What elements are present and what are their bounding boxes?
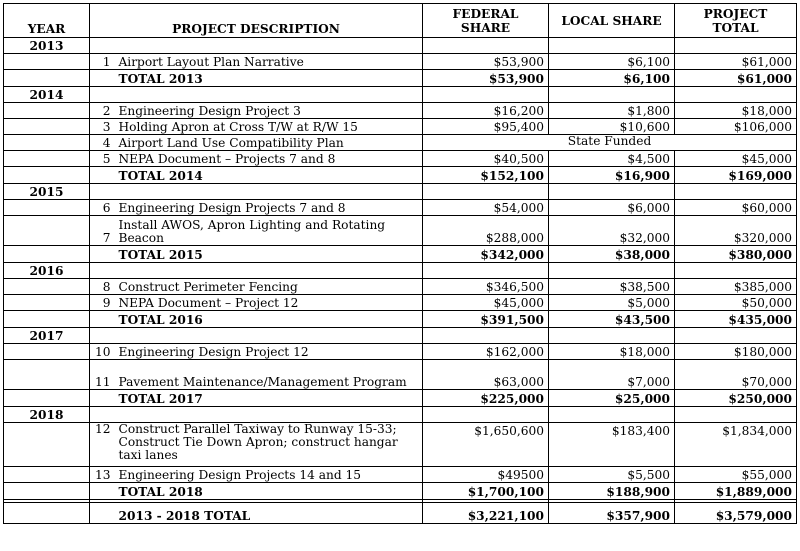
project-description: Airport Layout Plan Narrative: [115, 54, 423, 70]
project-description: Engineering Design Projects 14 and 15: [115, 467, 423, 483]
project-total: $1,834,000: [675, 423, 797, 467]
total-project: $1,889,000: [675, 483, 797, 500]
project-description: Engineering Design Project 12: [115, 344, 423, 360]
project-number: 9: [90, 295, 115, 311]
total-row-2014: [4, 167, 797, 184]
project-total: $18,000: [675, 103, 797, 119]
federal-share: $54,000: [423, 200, 549, 216]
project-number: 4: [90, 135, 115, 151]
local-share: $18,000: [549, 344, 675, 360]
year-label: 2016: [4, 263, 90, 279]
project-total: $385,000: [675, 279, 797, 295]
project-number: 2: [90, 103, 115, 119]
federal-share: $162,000: [423, 344, 549, 360]
project-description: Construct Perimeter Fencing: [115, 279, 423, 295]
project-number: 1: [90, 54, 115, 70]
federal-share: $49500: [423, 467, 549, 483]
total-federal: $342,000: [423, 246, 549, 263]
local-share: $1,800: [549, 103, 675, 119]
federal-share: $53,900: [423, 54, 549, 70]
total-label: TOTAL 2016: [115, 311, 423, 328]
project-row: [4, 423, 797, 467]
total-label: TOTAL 2014: [115, 167, 423, 184]
total-label: TOTAL 2013: [115, 70, 423, 87]
project-row: [4, 151, 797, 167]
total-federal: $53,900: [423, 70, 549, 87]
grand-total-local: $357,900: [549, 503, 675, 524]
year-label: 2014: [4, 87, 90, 103]
local-share: $32,000: [549, 216, 675, 246]
project-row: [4, 103, 797, 119]
header-description: PROJECT DESCRIPTION: [90, 4, 423, 38]
federal-share: $16,200: [423, 103, 549, 119]
project-description: Engineering Design Project 3: [115, 103, 423, 119]
project-description: NEPA Document – Projects 7 and 8: [115, 151, 423, 167]
year-row-2013: [4, 38, 797, 54]
project-number: 7: [90, 216, 115, 246]
header-local-share: LOCAL SHARE: [549, 4, 675, 38]
grand-total-row: [4, 503, 797, 524]
federal-share: $1,650,600: [423, 423, 549, 467]
year-label: 2015: [4, 184, 90, 200]
project-description: Pavement Maintenance/Management Program: [115, 360, 423, 390]
total-project: $435,000: [675, 311, 797, 328]
project-description: Construct Parallel Taxiway to Runway 15-33; Construct Tie Down Apron; construct hangar taxi lanes: [115, 423, 423, 467]
total-local: $188,900: [549, 483, 675, 500]
local-share: $6,000: [549, 200, 675, 216]
total-row-2013: [4, 70, 797, 87]
year-row-2014: [4, 87, 797, 103]
grand-total-project: $3,579,000: [675, 503, 797, 524]
project-number: 12: [90, 423, 115, 467]
year-label: 2017: [4, 328, 90, 344]
project-total: $61,000: [675, 54, 797, 70]
total-local: $6,100: [549, 70, 675, 87]
local-share: $4,500: [549, 151, 675, 167]
project-description: Airport Land Use Compatibility Plan: [115, 135, 423, 151]
project-number: 3: [90, 119, 115, 135]
project-description: Holding Apron at Cross T/W at R/W 15: [115, 119, 423, 135]
project-row: [4, 360, 797, 390]
project-total: $55,000: [675, 467, 797, 483]
project-number: 6: [90, 200, 115, 216]
total-federal: $1,700,100: [423, 483, 549, 500]
local-share: $6,100: [549, 54, 675, 70]
project-row: [4, 54, 797, 70]
local-share: $7,000: [549, 360, 675, 390]
project-description: NEPA Document – Project 12: [115, 295, 423, 311]
funding-note: State Funded: [423, 135, 797, 151]
project-row: [4, 279, 797, 295]
federal-share: $40,500: [423, 151, 549, 167]
federal-share: $95,400: [423, 119, 549, 135]
total-row-2018: [4, 483, 797, 500]
local-share: $5,000: [549, 295, 675, 311]
header-row: [4, 4, 797, 38]
total-local: $25,000: [549, 390, 675, 407]
total-project: $169,000: [675, 167, 797, 184]
project-row: [4, 295, 797, 311]
project-row: [4, 135, 797, 151]
total-federal: $152,100: [423, 167, 549, 184]
project-total: $50,000: [675, 295, 797, 311]
total-project: $61,000: [675, 70, 797, 87]
total-label: TOTAL 2015: [115, 246, 423, 263]
federal-share: $63,000: [423, 360, 549, 390]
project-total: $45,000: [675, 151, 797, 167]
total-label: TOTAL 2017: [115, 390, 423, 407]
project-number: 11: [90, 360, 115, 390]
year-row-2016: [4, 263, 797, 279]
project-row: [4, 200, 797, 216]
project-description: Install AWOS, Apron Lighting and Rotating Beacon: [115, 216, 423, 246]
total-federal: $391,500: [423, 311, 549, 328]
project-total: $180,000: [675, 344, 797, 360]
local-share: $5,500: [549, 467, 675, 483]
project-total: $320,000: [675, 216, 797, 246]
project-row: [4, 216, 797, 246]
total-local: $16,900: [549, 167, 675, 184]
capital-improvement-table: [3, 3, 797, 524]
grand-total-label: 2013 - 2018 TOTAL: [115, 503, 423, 524]
total-project: $380,000: [675, 246, 797, 263]
total-local: $38,000: [549, 246, 675, 263]
total-row-2017: [4, 390, 797, 407]
total-row-2015: [4, 246, 797, 263]
project-row: [4, 119, 797, 135]
federal-share: $346,500: [423, 279, 549, 295]
project-number: 10: [90, 344, 115, 360]
local-share: $38,500: [549, 279, 675, 295]
federal-share: $45,000: [423, 295, 549, 311]
year-label: 2018: [4, 407, 90, 423]
local-share: $10,600: [549, 119, 675, 135]
federal-share: $288,000: [423, 216, 549, 246]
project-number: 8: [90, 279, 115, 295]
header-project-total: PROJECT TOTAL: [675, 4, 797, 38]
total-project: $250,000: [675, 390, 797, 407]
total-row-2016: [4, 311, 797, 328]
total-federal: $225,000: [423, 390, 549, 407]
year-row-2015: [4, 184, 797, 200]
local-share: $183,400: [549, 423, 675, 467]
year-row-2017: [4, 328, 797, 344]
header-year: YEAR: [4, 4, 90, 38]
project-total: $60,000: [675, 200, 797, 216]
project-row: [4, 344, 797, 360]
total-label: TOTAL 2018: [115, 483, 423, 500]
year-row-2018: [4, 407, 797, 423]
year-label: 2013: [4, 38, 90, 54]
project-row: [4, 467, 797, 483]
total-local: $43,500: [549, 311, 675, 328]
header-federal-share: FEDERAL SHARE: [423, 4, 549, 38]
project-total: $106,000: [675, 119, 797, 135]
grand-total-federal: $3,221,100: [423, 503, 549, 524]
project-description: Engineering Design Projects 7 and 8: [115, 200, 423, 216]
project-number: 5: [90, 151, 115, 167]
project-total: $70,000: [675, 360, 797, 390]
project-number: 13: [90, 467, 115, 483]
